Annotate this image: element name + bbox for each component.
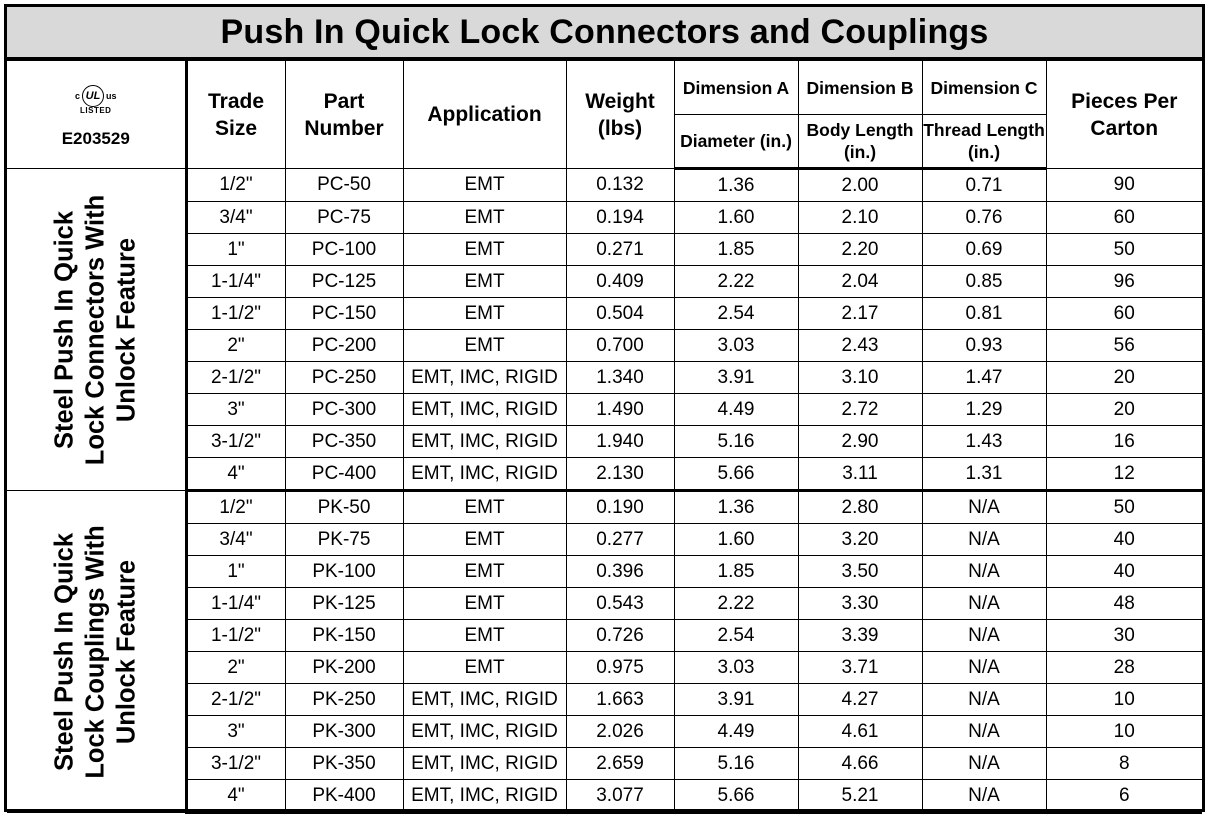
cell-trade-size: 3/4" [186, 202, 285, 234]
cell-weight: 2.026 [566, 716, 674, 748]
cell-application: EMT, IMC, RIGID [403, 394, 566, 426]
header-application: Application [403, 61, 566, 169]
cell-dimension-c: N/A [922, 524, 1046, 556]
table-row [7, 362, 1202, 394]
cell-dimension-a: 1.36 [674, 491, 798, 524]
cell-dimension-c: 1.29 [922, 394, 1046, 426]
cell-dimension-b: 3.30 [798, 588, 922, 620]
cell-trade-size: 1-1/4" [186, 266, 285, 298]
cell-dimension-b: 4.61 [798, 716, 922, 748]
cell-part-number: PK-200 [285, 652, 403, 684]
cell-trade-size: 2" [186, 330, 285, 362]
cell-dimension-c: 1.43 [922, 426, 1046, 458]
header-part-number: Part Number [285, 61, 403, 169]
table-row [7, 426, 1202, 458]
cell-part-number: PC-150 [285, 298, 403, 330]
table-row [7, 620, 1202, 652]
cell-part-number: PK-350 [285, 748, 403, 780]
ul-logo-right: us [106, 90, 117, 101]
cell-pieces-per-carton: 50 [1046, 491, 1202, 524]
cell-application: EMT, IMC, RIGID [403, 458, 566, 491]
table-row [7, 298, 1202, 330]
cell-weight: 0.543 [566, 588, 674, 620]
table-row [7, 556, 1202, 588]
cell-application: EMT [403, 491, 566, 524]
cell-dimension-b: 3.39 [798, 620, 922, 652]
cell-weight: 1.940 [566, 426, 674, 458]
cell-pieces-per-carton: 40 [1046, 556, 1202, 588]
cell-dimension-a: 2.54 [674, 298, 798, 330]
cell-dimension-c: N/A [922, 588, 1046, 620]
cell-dimension-c: N/A [922, 684, 1046, 716]
page-title: Push In Quick Lock Connectors and Couplings [220, 12, 989, 51]
cell-weight: 2.659 [566, 748, 674, 780]
cell-dimension-b: 3.50 [798, 556, 922, 588]
cell-dimension-b: 5.21 [798, 780, 922, 813]
cell-pieces-per-carton: 28 [1046, 652, 1202, 684]
cell-dimension-b: 2.00 [798, 169, 922, 202]
cell-dimension-a: 3.03 [674, 652, 798, 684]
cell-weight: 0.190 [566, 491, 674, 524]
cell-part-number: PC-400 [285, 458, 403, 491]
title-bar [7, 7, 1202, 60]
cell-dimension-b: 3.11 [798, 458, 922, 491]
cell-dimension-b: 3.71 [798, 652, 922, 684]
cell-application: EMT, IMC, RIGID [403, 716, 566, 748]
section-label-line: Steel Push In Quick [50, 210, 79, 449]
cell-dimension-c: N/A [922, 620, 1046, 652]
section-label-line: Lock Connectors With [81, 194, 110, 465]
cell-pieces-per-carton: 56 [1046, 330, 1202, 362]
cell-weight: 0.504 [566, 298, 674, 330]
cell-weight: 3.077 [566, 780, 674, 813]
cell-dimension-b: 3.20 [798, 524, 922, 556]
cell-dimension-a: 1.85 [674, 556, 798, 588]
cell-application: EMT [403, 234, 566, 266]
cell-trade-size: 1/2" [186, 169, 285, 202]
cell-pieces-per-carton: 20 [1046, 394, 1202, 426]
table-row [7, 491, 1202, 524]
cell-part-number: PK-150 [285, 620, 403, 652]
cell-dimension-b: 2.43 [798, 330, 922, 362]
cell-application: EMT [403, 524, 566, 556]
table-body [7, 61, 1202, 813]
spec-sheet [4, 4, 1205, 812]
cell-application: EMT, IMC, RIGID [403, 426, 566, 458]
cell-pieces-per-carton: 20 [1046, 362, 1202, 394]
cell-pieces-per-carton: 60 [1046, 202, 1202, 234]
table-row [7, 394, 1202, 426]
cell-weight: 0.409 [566, 266, 674, 298]
cell-application: EMT [403, 169, 566, 202]
cell-dimension-a: 3.91 [674, 362, 798, 394]
cell-dimension-a: 2.22 [674, 588, 798, 620]
cell-dimension-a: 5.66 [674, 780, 798, 813]
ul-mark-text: UL [85, 89, 101, 102]
header-dimension-c: Dimension C [922, 61, 1046, 115]
cell-dimension-a: 1.60 [674, 202, 798, 234]
cell-dimension-b: 2.80 [798, 491, 922, 524]
table-row [7, 524, 1202, 556]
table-row [7, 684, 1202, 716]
cell-trade-size: 2-1/2" [186, 362, 285, 394]
cell-dimension-b: 2.90 [798, 426, 922, 458]
header-body-length: Body Length (in.) [798, 115, 922, 169]
cell-application: EMT [403, 652, 566, 684]
cell-dimension-b: 2.04 [798, 266, 922, 298]
section-label-line: Lock Couplings With [81, 524, 110, 779]
cell-dimension-c: N/A [922, 491, 1046, 524]
cell-dimension-a: 1.60 [674, 524, 798, 556]
ul-logo-left: c [74, 90, 80, 101]
cell-application: EMT [403, 266, 566, 298]
cell-dimension-b: 3.10 [798, 362, 922, 394]
cell-part-number: PC-250 [285, 362, 403, 394]
cell-application: EMT, IMC, RIGID [403, 748, 566, 780]
cell-pieces-per-carton: 50 [1046, 234, 1202, 266]
spec-table [7, 60, 1202, 814]
cell-dimension-c: 1.31 [922, 458, 1046, 491]
cell-dimension-b: 4.27 [798, 684, 922, 716]
cell-part-number: PC-200 [285, 330, 403, 362]
header-trade-size: Trade Size [186, 61, 285, 169]
cell-pieces-per-carton: 8 [1046, 748, 1202, 780]
cell-application: EMT, IMC, RIGID [403, 684, 566, 716]
cell-part-number: PC-50 [285, 169, 403, 202]
cell-trade-size: 3/4" [186, 524, 285, 556]
cell-dimension-b: 2.17 [798, 298, 922, 330]
cell-part-number: PK-75 [285, 524, 403, 556]
cell-dimension-a: 5.66 [674, 458, 798, 491]
table-row [7, 234, 1202, 266]
cell-weight: 0.700 [566, 330, 674, 362]
cell-dimension-a: 2.54 [674, 620, 798, 652]
cell-pieces-per-carton: 12 [1046, 458, 1202, 491]
cell-pieces-per-carton: 40 [1046, 524, 1202, 556]
section-label-cell [7, 491, 186, 813]
cell-dimension-c: 0.85 [922, 266, 1046, 298]
cell-pieces-per-carton: 6 [1046, 780, 1202, 813]
table-row [7, 202, 1202, 234]
section-label-line: Steel Push In Quick [50, 532, 79, 771]
cell-dimension-a: 4.49 [674, 716, 798, 748]
cell-trade-size: 2-1/2" [186, 684, 285, 716]
cell-part-number: PC-125 [285, 266, 403, 298]
cell-pieces-per-carton: 90 [1046, 169, 1202, 202]
section-label-line: Unlock Feature [112, 237, 141, 422]
cell-dimension-c: N/A [922, 716, 1046, 748]
cell-dimension-c: 1.47 [922, 362, 1046, 394]
section-label [49, 497, 142, 807]
table-row [7, 588, 1202, 620]
cell-dimension-a: 1.36 [674, 169, 798, 202]
cell-weight: 0.132 [566, 169, 674, 202]
cell-dimension-a: 1.85 [674, 234, 798, 266]
cell-dimension-b: 2.72 [798, 394, 922, 426]
cell-pieces-per-carton: 48 [1046, 588, 1202, 620]
header-thread-length: Thread Length (in.) [922, 115, 1046, 169]
table-row [7, 266, 1202, 298]
cell-trade-size: 1-1/2" [186, 298, 285, 330]
cell-weight: 1.490 [566, 394, 674, 426]
table-row [7, 330, 1202, 362]
cell-pieces-per-carton: 10 [1046, 684, 1202, 716]
cell-trade-size: 1" [186, 234, 285, 266]
cell-weight: 0.396 [566, 556, 674, 588]
certification-cell [7, 61, 186, 169]
cell-part-number: PK-125 [285, 588, 403, 620]
table-row [7, 458, 1202, 491]
cell-trade-size: 1-1/4" [186, 588, 285, 620]
cell-dimension-c: 0.81 [922, 298, 1046, 330]
cell-application: EMT [403, 202, 566, 234]
cell-part-number: PC-75 [285, 202, 403, 234]
cell-trade-size: 3" [186, 394, 285, 426]
header-dimension-b: Dimension B [798, 61, 922, 115]
cell-trade-size: 1" [186, 556, 285, 588]
ul-listed-logo [7, 85, 185, 107]
cell-weight: 1.340 [566, 362, 674, 394]
table-row [7, 716, 1202, 748]
header-diameter: Diameter (in.) [674, 115, 798, 169]
cell-pieces-per-carton: 30 [1046, 620, 1202, 652]
cell-trade-size: 3-1/2" [186, 426, 285, 458]
cell-part-number: PK-300 [285, 716, 403, 748]
cell-application: EMT, IMC, RIGID [403, 362, 566, 394]
cell-part-number: PK-50 [285, 491, 403, 524]
cell-part-number: PC-350 [285, 426, 403, 458]
cell-dimension-c: 0.71 [922, 169, 1046, 202]
cell-dimension-c: N/A [922, 748, 1046, 780]
header-row [7, 61, 1202, 115]
cell-dimension-a: 4.49 [674, 394, 798, 426]
cell-application: EMT, IMC, RIGID [403, 780, 566, 813]
cell-part-number: PC-100 [285, 234, 403, 266]
cell-dimension-c: N/A [922, 652, 1046, 684]
cell-dimension-b: 2.20 [798, 234, 922, 266]
cell-dimension-c: 0.69 [922, 234, 1046, 266]
cell-dimension-c: 0.93 [922, 330, 1046, 362]
cell-application: EMT [403, 330, 566, 362]
cell-dimension-c: N/A [922, 556, 1046, 588]
cell-trade-size: 4" [186, 458, 285, 491]
cell-dimension-a: 5.16 [674, 748, 798, 780]
table-row [7, 748, 1202, 780]
cell-trade-size: 1/2" [186, 491, 285, 524]
cell-weight: 0.277 [566, 524, 674, 556]
cell-application: EMT [403, 588, 566, 620]
cell-part-number: PK-100 [285, 556, 403, 588]
cell-dimension-a: 5.16 [674, 426, 798, 458]
cell-dimension-a: 2.22 [674, 266, 798, 298]
header-weight: Weight (lbs) [566, 61, 674, 169]
cell-trade-size: 2" [186, 652, 285, 684]
cell-pieces-per-carton: 16 [1046, 426, 1202, 458]
ul-file-number: E203529 [61, 128, 130, 148]
cell-application: EMT [403, 556, 566, 588]
cell-weight: 0.271 [566, 234, 674, 266]
cell-pieces-per-carton: 10 [1046, 716, 1202, 748]
cell-trade-size: 4" [186, 780, 285, 813]
cell-part-number: PK-400 [285, 780, 403, 813]
table-row [7, 780, 1202, 813]
cell-dimension-b: 2.10 [798, 202, 922, 234]
section-label-cell [7, 169, 186, 491]
cell-pieces-per-carton: 60 [1046, 298, 1202, 330]
cell-application: EMT [403, 620, 566, 652]
ul-listed-text: LISTED [80, 105, 112, 115]
cell-dimension-a: 3.03 [674, 330, 798, 362]
cell-trade-size: 3" [186, 716, 285, 748]
cell-dimension-c: 0.76 [922, 202, 1046, 234]
table-row [7, 652, 1202, 684]
table-row [7, 169, 1202, 202]
section-label [49, 175, 142, 485]
cell-weight: 0.975 [566, 652, 674, 684]
cell-part-number: PC-300 [285, 394, 403, 426]
header-dimension-a: Dimension A [674, 61, 798, 115]
cell-weight: 0.726 [566, 620, 674, 652]
cell-part-number: PK-250 [285, 684, 403, 716]
cell-dimension-c: N/A [922, 780, 1046, 813]
cell-weight: 0.194 [566, 202, 674, 234]
section-label-line: Unlock Feature [112, 559, 141, 744]
cell-trade-size: 1-1/2" [186, 620, 285, 652]
cell-weight: 2.130 [566, 458, 674, 491]
cell-dimension-b: 4.66 [798, 748, 922, 780]
cell-weight: 1.663 [566, 684, 674, 716]
cell-dimension-a: 3.91 [674, 684, 798, 716]
cell-trade-size: 3-1/2" [186, 748, 285, 780]
cell-pieces-per-carton: 96 [1046, 266, 1202, 298]
ul-mark-icon [82, 85, 104, 107]
header-pieces-per-carton: Pieces Per Carton [1046, 61, 1202, 169]
cell-application: EMT [403, 298, 566, 330]
